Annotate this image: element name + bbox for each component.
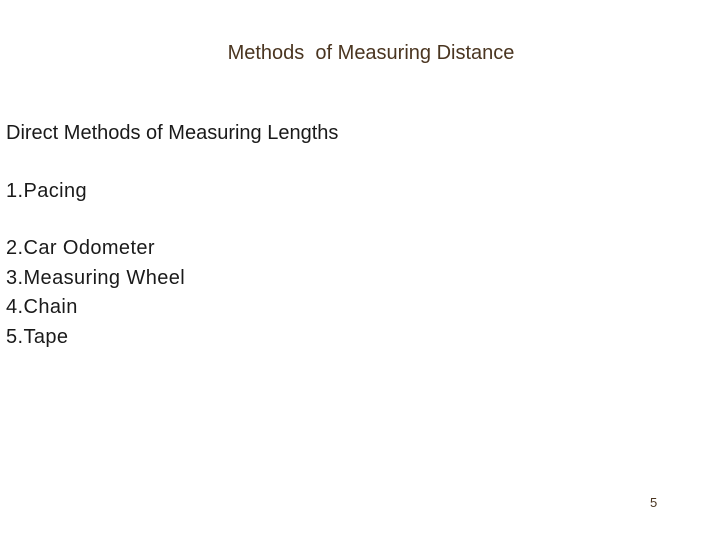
list-item: 1.Pacing (6, 180, 88, 202)
slide-subtitle: Direct Methods of Measuring Lengths (6, 122, 339, 144)
page-number: 5 (650, 495, 658, 510)
slide-title: Methods of Measuring Distance (227, 42, 515, 64)
method-list-first (6, 177, 87, 207)
list-item: 3.Measuring Wheel (6, 266, 186, 289)
list-item: 5.Tape (6, 325, 69, 348)
method-list (6, 234, 185, 352)
list-item: 2.Car Odometer (6, 237, 155, 259)
list-item: 4.Chain (6, 296, 78, 318)
